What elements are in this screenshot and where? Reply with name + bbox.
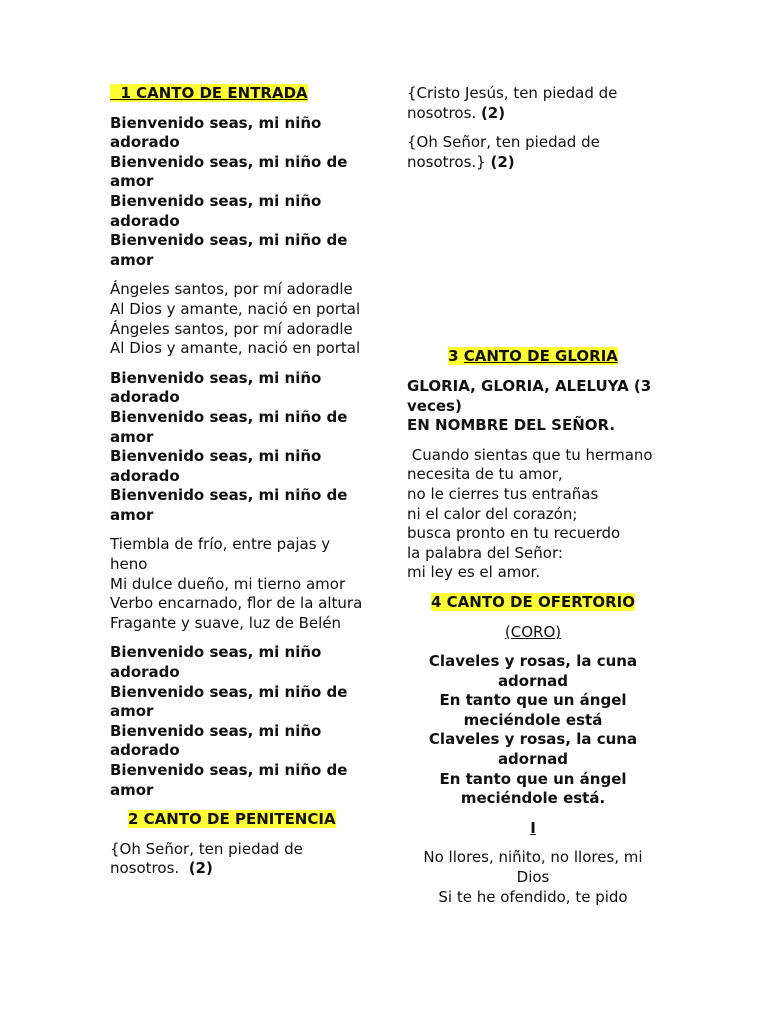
gloria-stanza: [407, 446, 659, 583]
verse-line: Fragante y suave, luz de Belén: [110, 613, 342, 632]
verse-line: Verbo encarnado, flor de la altura: [110, 594, 363, 613]
final-line: Si te he ofendido, te pido: [438, 887, 628, 906]
verse-tiembla: [110, 535, 372, 633]
heading-canto-ofertorio-text: 4 CANTO DE OFERTORIO: [431, 592, 635, 611]
verse-line: Bienvenido seas, mi niño adorado: [110, 191, 322, 230]
heading-canto-gloria-title: CANTO DE GLORIA: [463, 347, 618, 366]
left-column: [110, 84, 372, 879]
gloria-line: GLORIA, GLORIA, ALELUYA (3 veces): [407, 376, 652, 415]
verse-bienvenido-3: [110, 643, 372, 800]
oh-senor-line: [407, 133, 659, 172]
gloria-refrain: [407, 377, 659, 436]
verse-line: Bienvenido seas, mi niño de amor: [110, 231, 348, 269]
verse-line: Mi dulce dueño, mi tierno amor: [110, 574, 346, 593]
verse-line: Ángeles santos, por mí adoradle: [110, 319, 353, 338]
verse-bienvenido-1: [110, 114, 372, 271]
stanza-line: mi ley es el amor.: [407, 563, 541, 582]
stanza-line: busca pronto en tu recuerdo: [407, 524, 621, 543]
heading-canto-gloria-number: 3: [448, 347, 464, 366]
verse-line: Bienvenido seas, mi niño de amor: [110, 407, 348, 446]
claveles-line: Claveles y rosas, la cuna adornad: [428, 652, 638, 690]
verse-bienvenido-2: [110, 369, 372, 526]
coro-label: (CORO): [504, 622, 562, 641]
final-line: No llores, niñito, no llores, mi Dios: [423, 848, 643, 887]
verse-line: Bienvenido seas, mi niño adorado: [110, 113, 322, 152]
verse-line: Ángeles santos, por mí adoradle: [110, 280, 353, 299]
stanza-line: la palabra del Señor:: [407, 543, 563, 562]
oh-senor-text: {Oh Señor, ten piedad de nosotros.}: [407, 133, 600, 171]
oh-senor-count: (2): [490, 152, 515, 171]
penitencia-line: [110, 840, 372, 879]
claveles-line: En tanto que un ángel meciéndole está.: [439, 769, 627, 808]
verse-line: Bienvenido seas, mi niño adorado: [110, 447, 322, 485]
verse-line: Al Dios y amante, nació en portal: [110, 299, 361, 318]
verse-line: Bienvenido seas, mi niño de amor: [110, 152, 348, 191]
heading-canto-penitencia-text: 2 CANTO DE PENITENCIA: [128, 810, 336, 829]
penitencia-text: {Oh Señor, ten piedad de nosotros.: [110, 839, 303, 878]
verse-line: Tiembla de frío, entre pajas y heno: [110, 535, 331, 574]
claveles-refrain: [407, 652, 659, 809]
verse-line: Bienvenido seas, mi niño adorado: [110, 368, 322, 407]
stanza-line: necesita de tu amor,: [407, 465, 563, 484]
verse-line: Bienvenido seas, mi niño de amor: [110, 761, 348, 799]
heading-canto-entrada-text: 1 CANTO DE ENTRADA: [110, 84, 308, 102]
heading-canto-ofertorio: [407, 593, 659, 613]
heading-canto-gloria: [407, 347, 659, 367]
claveles-line: En tanto que un ángel meciéndole está: [439, 691, 627, 729]
cristo-jesus-count: (2): [480, 103, 506, 122]
claveles-line: Claveles y rosas, la cuna adornad: [428, 730, 638, 769]
verse-line: Bienvenido seas, mi niño adorado: [110, 721, 322, 760]
final-stanza: [407, 848, 659, 907]
cristo-jesus-text: {Cristo Jesús, ten piedad de nosotros.: [407, 84, 618, 122]
cristo-jesus-line: [407, 84, 659, 123]
stanza-line: Cuando sientas que tu hermano: [407, 445, 653, 464]
heading-canto-penitencia: [110, 810, 372, 830]
stanza-line: ni el calor del corazón;: [407, 504, 578, 523]
verse-angeles: [110, 280, 372, 358]
penitencia-count: (2): [188, 859, 213, 878]
stanza-number-roman: I: [530, 818, 536, 837]
verse-line: Bienvenido seas, mi niño adorado: [110, 643, 322, 682]
verse-line: Bienvenido seas, mi niño de amor: [110, 486, 348, 524]
right-column: [407, 84, 659, 907]
gloria-line: EN NOMBRE DEL SEÑOR.: [407, 416, 616, 435]
heading-canto-entrada: [110, 84, 372, 104]
stanza-line: no le cierres tus entrañas: [407, 484, 599, 503]
verse-line: Al Dios y amante, nació en portal: [110, 339, 361, 358]
verse-line: Bienvenido seas, mi niño de amor: [110, 682, 348, 721]
